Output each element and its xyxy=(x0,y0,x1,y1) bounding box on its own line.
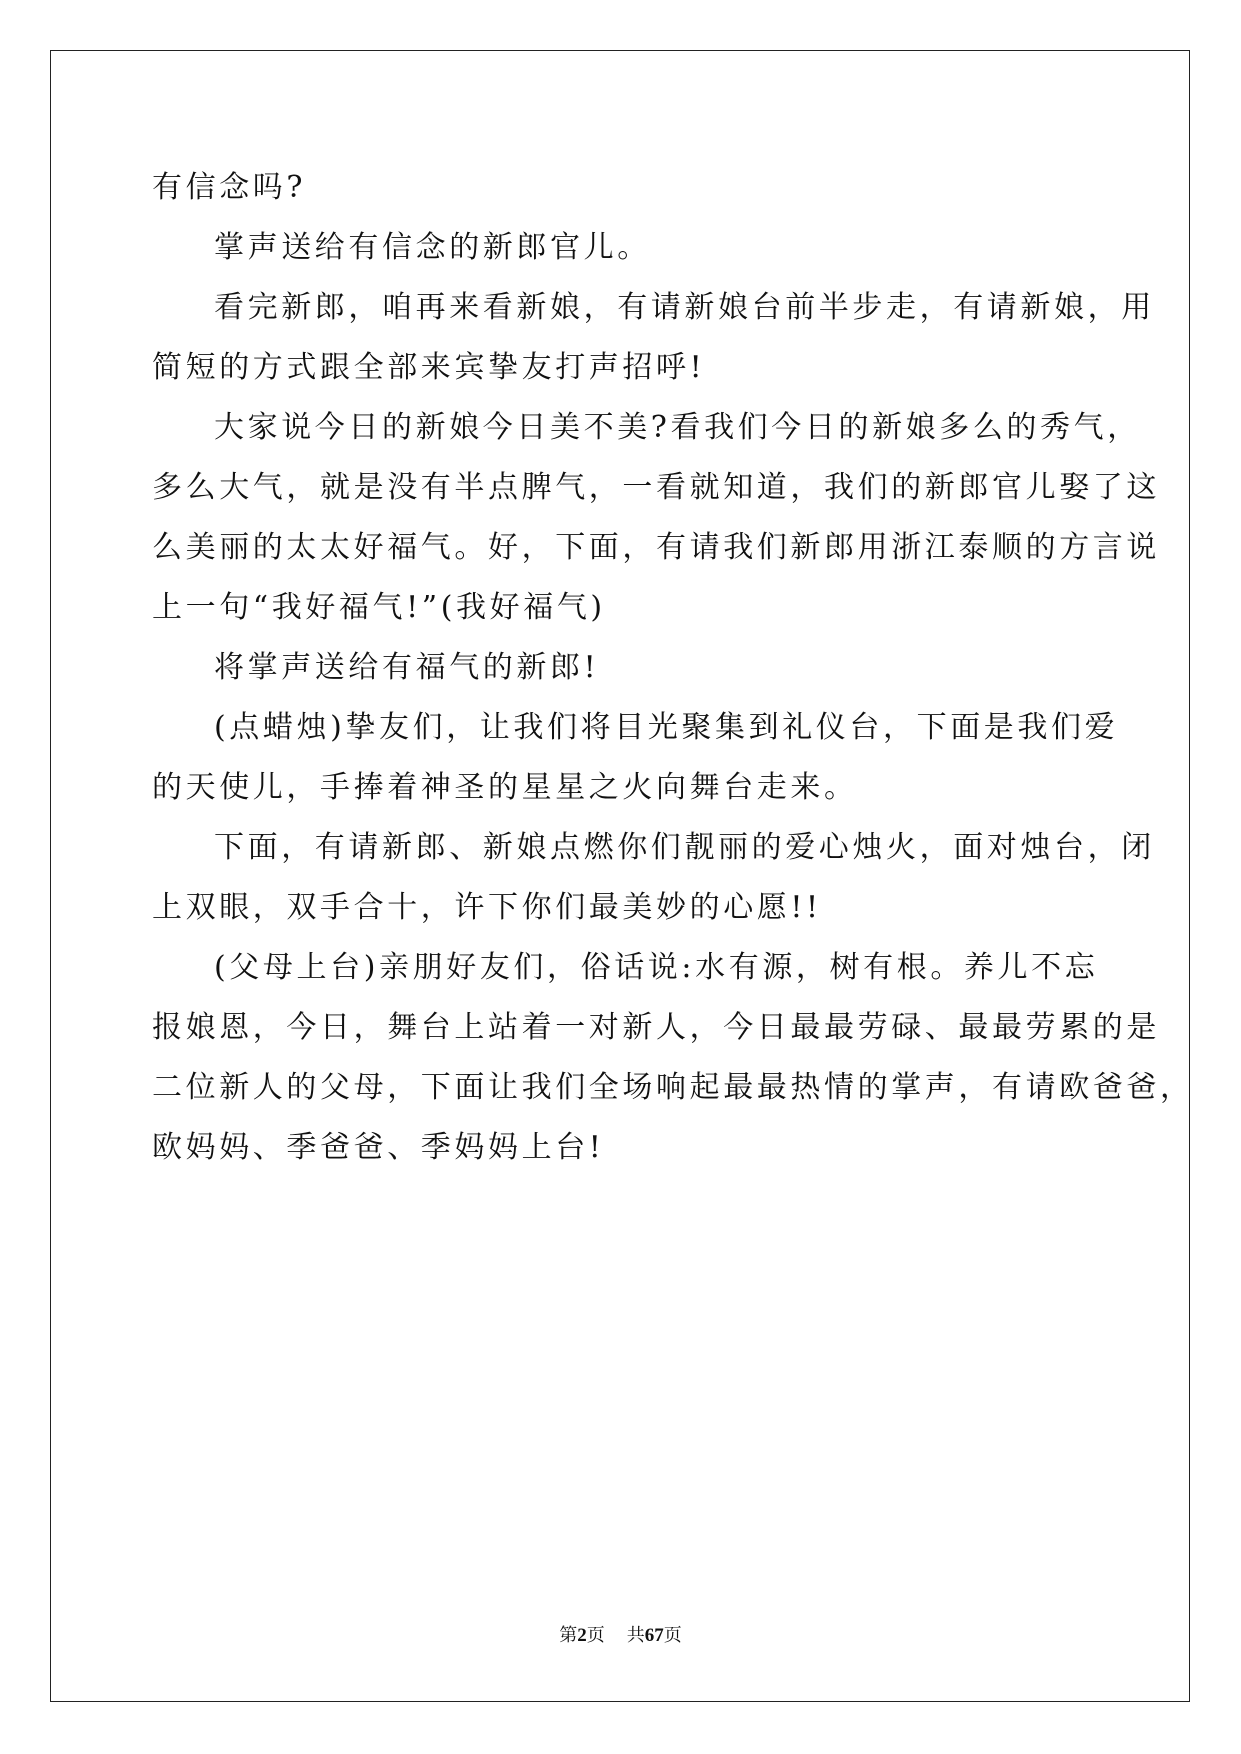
text-line: 二位新人的父母，下面让我们全场响起最最热情的掌声，有请欧爸爸， xyxy=(152,1070,1194,1105)
text-line: 将掌声送给有福气的新郎! xyxy=(214,650,600,685)
text-line: 报娘恩，今日，舞台上站着一对新人，今日最最劳碌、最最劳累的是 xyxy=(152,1010,1160,1045)
page-footer xyxy=(0,1624,1241,1648)
text-line: 多么大气，就是没有半点脾气，一看就知道，我们的新郎官儿娶了这 xyxy=(152,470,1160,505)
text-line: (父母上台)亲朋好友们，俗话说:水有源，树有根。养儿不忘 xyxy=(214,950,1099,985)
page-number: 2 xyxy=(577,1625,587,1646)
total-suffix: 页 xyxy=(663,1625,682,1646)
text-line: 上双眼，双手合十，许下你们最美妙的心愿!! xyxy=(152,890,822,925)
document-body xyxy=(152,158,1194,1178)
text-line: 有信念吗? xyxy=(152,170,307,205)
text-line: 简短的方式跟全部来宾挚友打声招呼! xyxy=(152,350,706,385)
text-line: 么美丽的太太好福气。好，下面，有请我们新郎用浙江泰顺的方言说 xyxy=(152,530,1160,565)
text-line: 上一句“我好福气!”(我好福气) xyxy=(152,590,606,625)
text-line: 的天使儿，手捧着神圣的星星之火向舞台走来。 xyxy=(152,770,858,805)
text-line: 看完新郎，咱再来看新娘，有请新娘台前半步走，有请新娘，用 xyxy=(214,290,1155,325)
total-prefix: 共 xyxy=(626,1625,645,1646)
page-suffix: 页 xyxy=(586,1625,605,1646)
page-prefix: 第 xyxy=(559,1625,578,1646)
text-line: 掌声送给有信念的新郎官儿。 xyxy=(214,230,651,265)
text-line: 欧妈妈、季爸爸、季妈妈上台! xyxy=(152,1130,605,1165)
text-line: 大家说今日的新娘今日美不美?看我们今日的新娘多么的秀气， xyxy=(214,410,1141,445)
text-line: (点蜡烛)挚友们，让我们将目光聚集到礼仪台，下面是我们爱 xyxy=(214,710,1119,745)
total-pages: 67 xyxy=(644,1625,664,1646)
text-line: 下面，有请新郎、新娘点燃你们靓丽的爱心烛火，面对烛台，闭 xyxy=(214,830,1155,865)
